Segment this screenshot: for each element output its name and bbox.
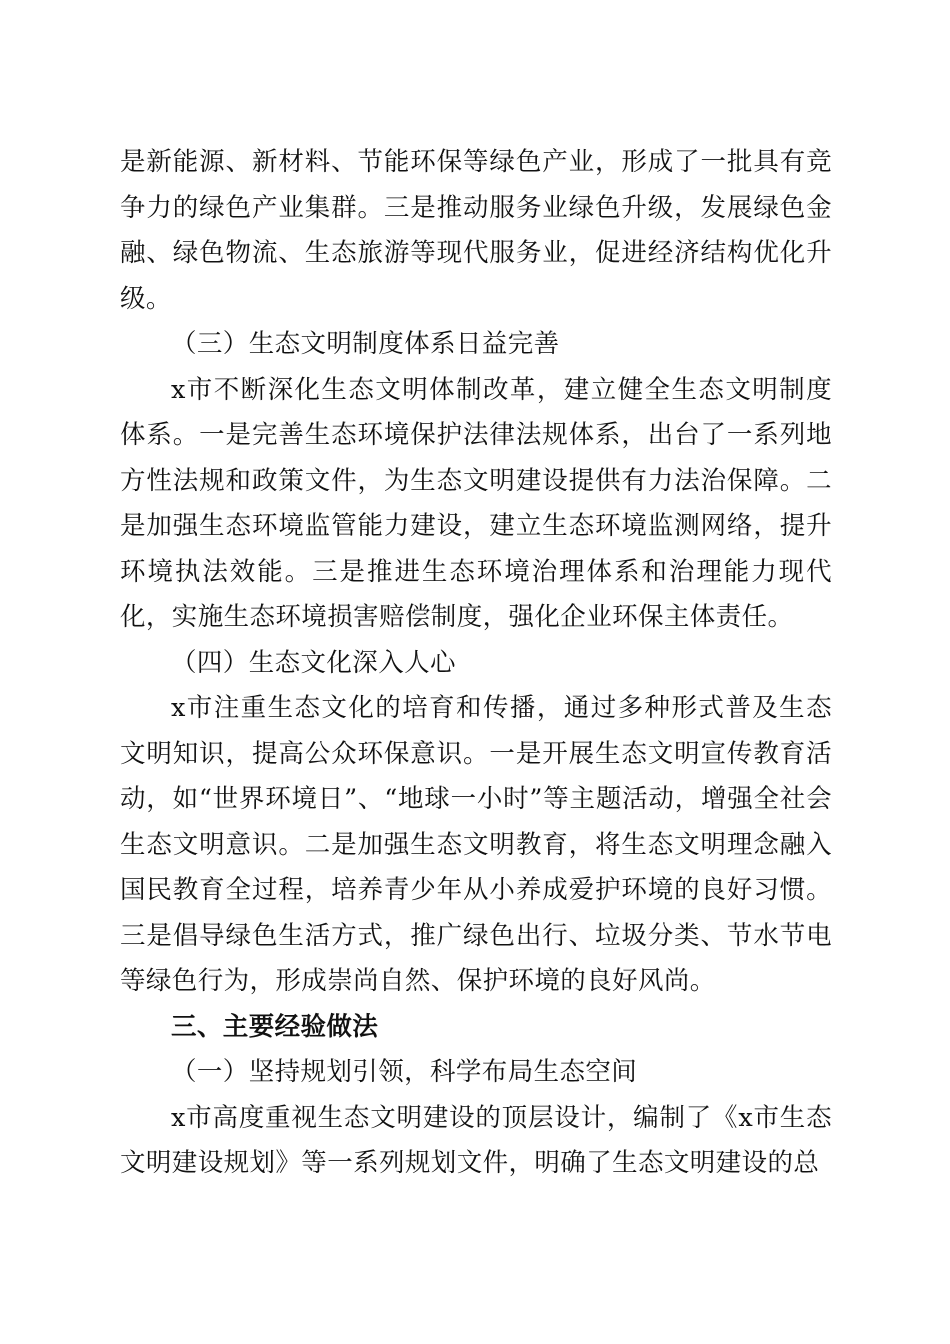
paragraph-planning-guidance: x市高度重视生态文明建设的顶层设计，编制了《x市生态文明建设规划》等一系列规划文件，明确了生态文明建设的总 [120,1102,832,1178]
paragraph-green-industry-continued: 是新能源、新材料、节能环保等绿色产业，形成了一批具有竞争力的绿色产业集群。三是推动服务业绿色升级，发展绿色金融、绿色物流、生态旅游等现代服务业，促进经济结构优化升级。 [120,147,832,314]
subheading-planning-guidance: （一）坚持规划引领，科学布局生态空间 [171,1057,638,1087]
document-body [120,140,832,1187]
paragraph-ecological-culture: x市注重生态文化的培育和传播，通过多种形式普及生态文明知识，提高公众环保意识。一是开展生态文明宣传教育活动，如“世界环境日”、“地球一小时”等主题活动，增强全社会生态文明意识。二是加强生态文明教育，将生态文明理念融入国民教育全过程，培养青少年从小养成爱护环境的良好习惯。三是倡导绿色生活方式，推广绿色出行、垃圾分类、节水节电等绿色行为，形成崇尚自然、保护环境的良好风尚。 [120,693,832,996]
subheading-ecological-culture: （四）生态文化深入人心 [171,647,456,678]
section-heading-main-experience: 三、主要经验做法 [171,1011,379,1042]
paragraph-institutional-system: x市不断深化生态文明体制改革，建立健全生态文明制度体系。一是完善生态环境保护法律法规体系，出台了一系列地方性法规和政策文件，为生态文明建设提供有力法治保障。二是加强生态环境监管能力建设，建立生态环境监测网络，提升环境执法效能。三是推进生态环境治理体系和治理能力现代化，实施生态环境损害赔偿制度，强化企业环保主体责任。 [120,374,832,632]
subheading-institutional-system: （三）生态文明制度体系日益完善 [171,329,560,359]
